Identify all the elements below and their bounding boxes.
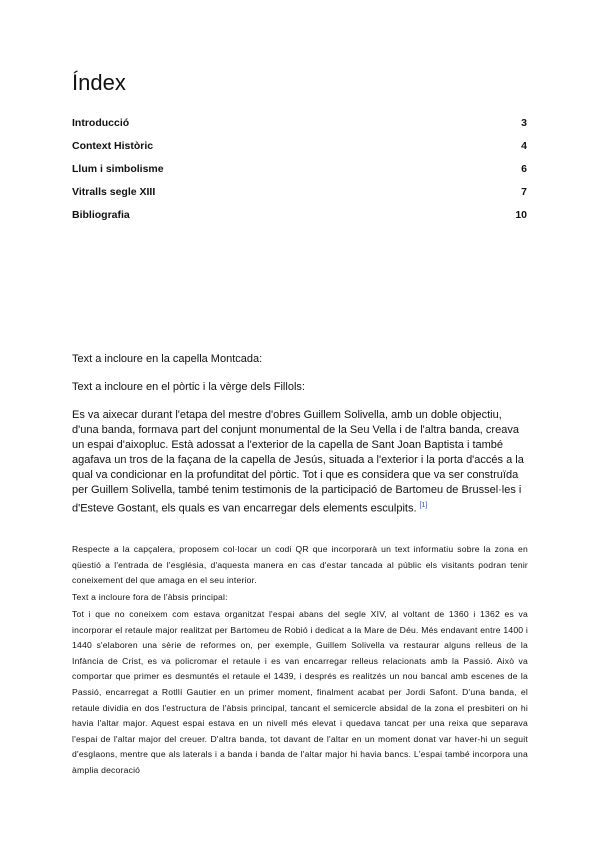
toc-entry-label: Llum i simbolisme [72,163,164,175]
toc-entry-page: 4 [521,140,527,152]
toc-entry[interactable] [72,139,527,162]
heading-montcada: Text a incloure en la capella Montcada: [72,353,263,365]
table-of-contents [72,116,527,231]
toc-entry-page: 6 [521,163,527,175]
qr-intro-paragraph: Respecte a la capçalera, proposem col·locar un codi QR que incorporarà un text informatiu sobre la zona en qüestió a l'entrada de l'església, d'aquesta manera en cas d'estar tancada al públic els visitants podran tenir coneixement del que amaga en el seu interior. [72,544,528,586]
toc-entry[interactable] [72,185,527,208]
toc-entry-page: 3 [521,117,527,129]
portic-paragraph [72,408,528,517]
footnote-link[interactable]: [1] [419,502,428,509]
toc-entry-page: 7 [521,186,527,198]
toc-entry-label: Vitralls segle XIII [72,186,156,198]
toc-entry[interactable] [72,116,527,139]
index-title: Índex [72,70,126,95]
absis-paragraph: Tot i que no coneixem com estava organitzat l'espai abans del segle XIV, al voltant de 1360 i 1362 es va incorporar el retaule major realitzat per Bartomeu de Robió i dedicat a la Mare de Déu. Més endavant entre 1400 i 1440 s'elaboren una sèrie de reformes on, per exemple, Guillem Solivella va restaurar alguns relleus de la Infància de Crist, es va policromar el retaule i es van encarregar relleus relacionats amb la Passió. Això va comportar que primer es desmuntés el retaule el 1439, i després es realitzés un nou bancal amb escenes de la Passió, encarregat a Rotllí Gautier en un primer moment, finalment acabat per Jordi Safont. D'una banda, el retaule dividia en dos l'estructura de l'àbsis principal, tancant el semicercle absidal de la zona el presbiteri on hi havia l'altar major. Aquest espai estava en un nivell més elevat i quedava tancat per una reixa que separava l'espai de l'altar major del creuer. D'altra banda, tot davant de l'altar en un moment donat var haver-hi un seguit d'esglaons, mentre que als laterals i a banda i banda de l'altar major hi havia bancs. L'espai també incorpora una àmplia decoració [72,609,528,775]
toc-entry[interactable] [72,208,527,231]
heading-portic: Text a incloure en el pòrtic i la vèrge dels Fillols: [72,381,305,393]
toc-entry-page: 10 [515,209,527,221]
toc-entry-label: Introducció [72,117,130,129]
toc-entry[interactable] [72,162,527,185]
toc-entry-label: Context Històric [72,140,154,152]
portic-paragraph-text: Es va aixecar durant l'etapa del mestre d'obres Guillem Solivella, amb un doble objectiu, d'una banda, formava part del conjunt monumental de la Seu Vella i de l'altra banda, creava un espai d'aixopluc. Està adossat a l'exterior de la capella de Sant Joan Baptista i també agafava un tros de la façana de la capella de Jesús, situada a l'exterior i la porta d'accés a la qual va condicionar en la profunditat del pòrtic. Tot i que es considera que va ser construïda per Guillem Solivella, també tenim testimonis de la participació de Bartomeu de Brussel·les i d'Esteve Gostant, els quals es van encarregar dels elements esculpits. [72,409,524,515]
toc-entry-label: Bibliografia [72,209,130,221]
heading-absis: Text a incloure fora de l'àbsis principal: [72,592,228,602]
